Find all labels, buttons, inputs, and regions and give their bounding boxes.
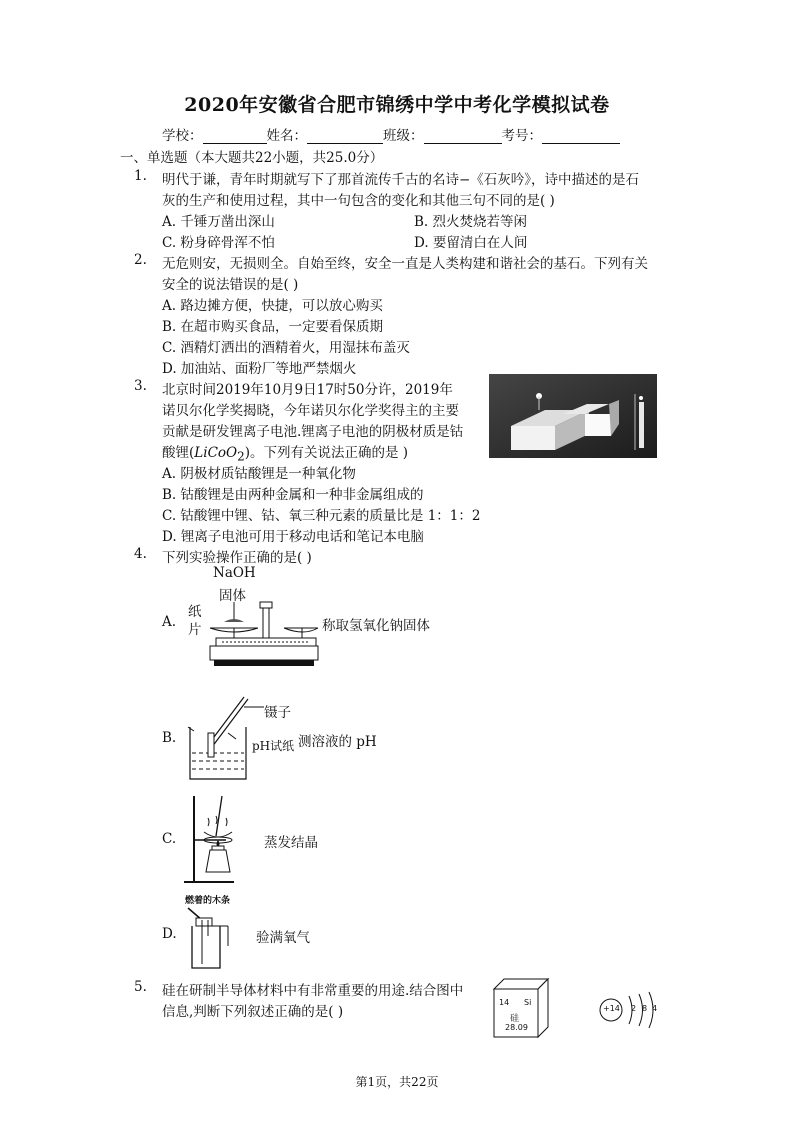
section-heading: 一、单选题（本大题共22小题，共25.0分） [120, 150, 384, 166]
balance-diagram [200, 598, 320, 678]
q1-option-b[interactable]: B. 烈火焚烧若等闲 [414, 214, 528, 230]
q3-line4-pre: 酸锂( [162, 445, 195, 461]
q4-option-b-letter[interactable]: B. [162, 730, 177, 746]
name-label: 姓名： [266, 128, 307, 144]
q1-line1: 明代于谦，青年时期就写下了那首流传千古的名诗−《石灰吟》，诗中描述的是石 [162, 172, 640, 188]
q3-line4 [162, 441, 408, 464]
q4-option-a-caption: 称取氢氧化钠固体 [322, 618, 430, 634]
q2-option-b[interactable]: B. 在超市购买食品，一定要看保质期 [162, 319, 384, 335]
q4a-paper-label-1: 纸 [188, 604, 202, 620]
q3-line3: 贡献是研发锂离子电池.锂离子电池的阴极材质是钴 [162, 424, 464, 440]
atom-shell-3: 4 [652, 1004, 658, 1013]
q5-line2: 信息,判断下列叙述正确的是( ) [162, 1004, 344, 1020]
q3-option-b[interactable]: B. 钴酸锂是由两种金属和一种非金属组成的 [162, 487, 424, 503]
q4b-tweezers-label: 镊子 [264, 705, 291, 721]
name-blank[interactable] [307, 129, 383, 144]
exam-no-blank[interactable] [542, 129, 620, 144]
q4a-paper-label-2: 片 [188, 622, 202, 638]
q3-line2: 诺贝尔化学奖揭晓，今年诺贝尔化学奖得主的主要 [162, 403, 459, 419]
q3-line1: 北京时间2019年10月9日17时50分许，2019年 [162, 382, 453, 398]
q1-line2: 灰的生产和使用过程，其中一句包含的变化和其他三句不同的是( ) [162, 193, 555, 209]
q1-option-a[interactable]: A. 千锤万凿出深山 [162, 214, 275, 230]
atom-shell-1: 2 [631, 1004, 637, 1013]
class-field [383, 124, 502, 144]
cell-symbol: Si [524, 998, 532, 1007]
q4-option-c-caption: 蒸发结晶 [264, 835, 318, 851]
cell-element-name: 硅 [510, 1014, 520, 1024]
q4-option-d-caption: 验满氧气 [256, 930, 310, 946]
q4b-ph-paper-label: pH试纸 [252, 739, 295, 753]
cell-atomic-mass: 28.09 [505, 1023, 528, 1032]
q2-option-a[interactable]: A. 路边摊方便，快捷，可以放心购买 [162, 298, 383, 314]
q1-option-d[interactable]: D. 要留清白在人间 [414, 235, 528, 251]
school-label: 学校： [162, 128, 203, 144]
q1-option-c[interactable]: C. 粉身碎骨浑不怕 [162, 235, 275, 251]
q4-option-d-letter[interactable]: D. [162, 926, 177, 942]
q4a-naoh-label: NaOH [213, 565, 256, 581]
class-label: 班级： [383, 128, 424, 144]
q3-line4-post: )。下列有关说法正确的是 ) [244, 445, 409, 461]
q2-line1: 无危则安，无损则全。自始至终，安全一直是人类构建和谐社会的基石。下列有关 [162, 256, 648, 272]
q4-option-b-caption: 测溶液的 pH [298, 734, 377, 750]
q4-line1: 下列实验操作正确的是( ) [162, 550, 312, 566]
school-blank[interactable] [203, 129, 267, 144]
q4d-stick-label: 燃着的木条 [185, 896, 231, 906]
q4-option-c-letter[interactable]: C. [162, 831, 177, 847]
q3-option-c[interactable]: C. 钴酸锂中锂、钴、氧三种元素的质量比是 1：1：2 [162, 508, 481, 524]
page-footer: 第1页，共22页 [355, 1075, 439, 1089]
cell-atomic-number: 14 [499, 998, 510, 1007]
q5-line1: 硅在研制半导体材料中有非常重要的用途.结合图中 [162, 983, 464, 999]
class-blank[interactable] [424, 129, 502, 144]
q3-formula: LiCoO [194, 445, 238, 461]
atom-shell-2: 8 [642, 1004, 648, 1013]
oxygen-bottle-diagram [180, 906, 240, 970]
q4-number: 4. [134, 546, 147, 562]
student-info-row [162, 124, 620, 144]
q4-option-a-letter[interactable]: A. [162, 614, 177, 630]
q4a-solid-label: 固体 [219, 588, 246, 604]
school-field [162, 124, 267, 144]
exam-no-label: 考号： [501, 128, 542, 144]
evaporation-diagram [182, 792, 252, 888]
q3-number: 3. [134, 378, 147, 394]
q1-number: 1. [134, 168, 147, 184]
name-field [267, 124, 384, 144]
exam-no-field [502, 124, 621, 144]
q2-option-c[interactable]: C. 酒精灯洒出的酒精着火，用湿抹布盖灭 [162, 340, 410, 356]
q3-formula-sub: 2 [237, 449, 245, 464]
q5-number: 5. [134, 979, 147, 995]
battery-photo [489, 374, 657, 458]
q2-option-d[interactable]: D. 加油站、面粉厂等地严禁烟火 [162, 361, 357, 377]
q3-option-a[interactable]: A. 阴极材质钴酸锂是一种氧化物 [162, 466, 356, 482]
q2-number: 2. [134, 252, 147, 268]
q2-line2: 安全的说法错误的是( ) [162, 277, 299, 293]
exam-title: 2020年安徽省合肥市锦绣中学中考化学模拟试卷 [184, 94, 610, 116]
q3-option-d[interactable]: D. 锂离子电池可用于移动电话和笔记本电脑 [162, 529, 424, 545]
atom-nucleus-charge: +14 [603, 1004, 620, 1013]
